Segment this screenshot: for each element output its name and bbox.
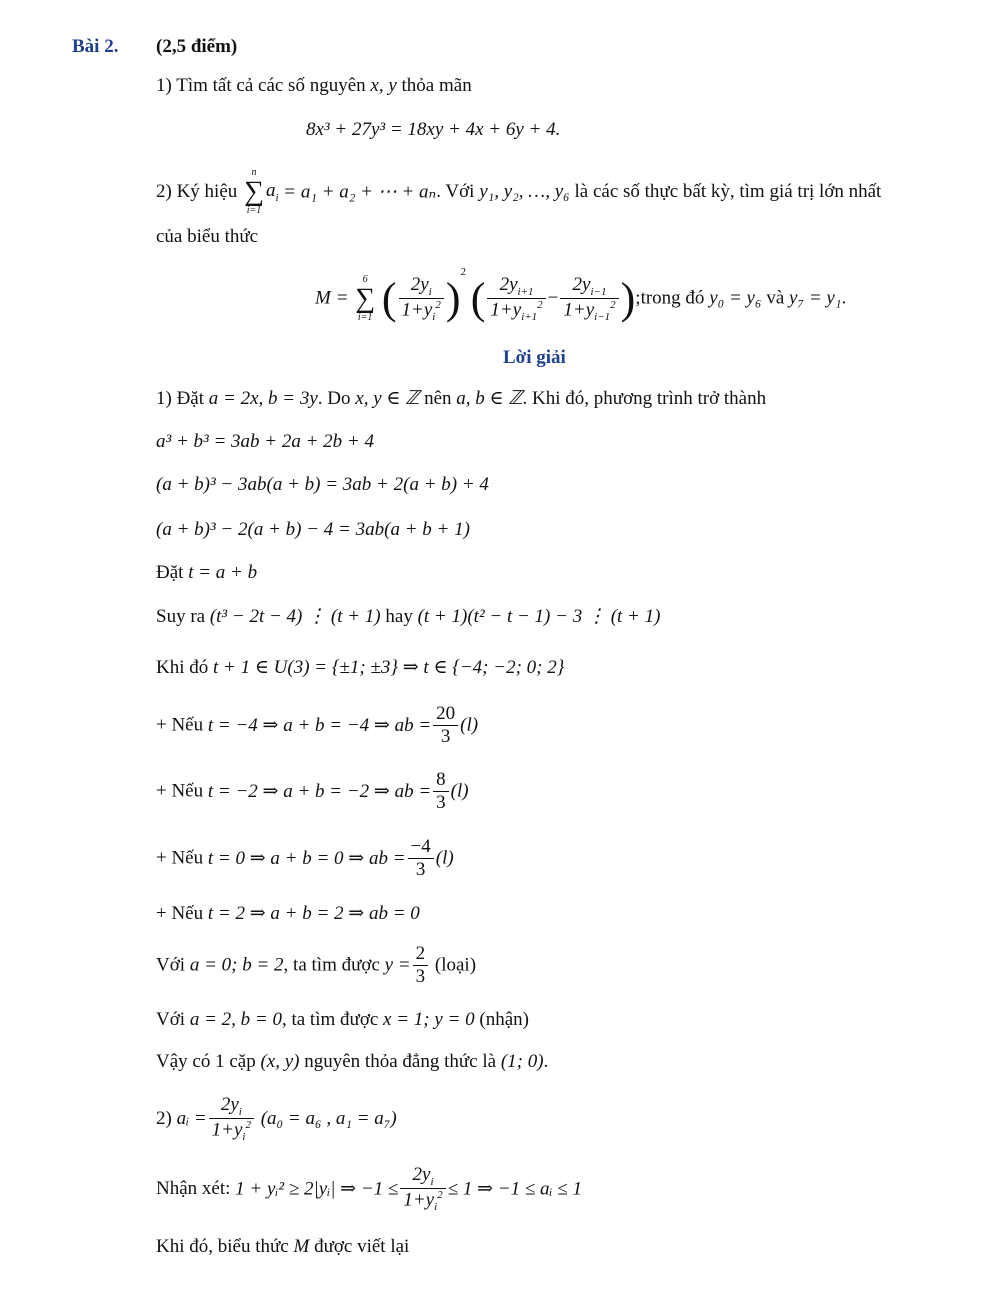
suy-ra-line: Suy ra (t³ − 2t − 4) ⋮ (t + 1) hay (t + 1)(t² − t − 1) − 3 ⋮ (t + 1) [156,606,661,627]
solution-intro: 1) Đặt a = 2x, b = 3y. Do x, y ∈ ℤ nên a, b ∈ ℤ. Khi đó, phương trình trở thành [156,388,767,409]
solution-title: Lời giải [503,347,566,368]
problem-points: (2,5 điểm) [156,36,238,57]
case-3: + Nếu t = 0 ⇒ a + b = 0 ⇒ ab = $\frac{-4}{3}$ (l) [156,836,454,880]
part2-statement: 2) Ký hiệu n ∑ i=1 $a_i = a_1 + a_2$ + ⋯ + aₙ. Với y₁, y₂, …, y₆ là các số thực bất kỳ, tìm giá trị lớn nhất [156,167,882,216]
problem-number: Bài 2. [72,36,119,57]
conclusion-line: Vậy có 1 cặp (x, y) nguyên thỏa đẳng thức là (1; 0). [156,1051,549,1072]
part2-ai-def: 2) aᵢ = $\frac{2y_i}{1+y_i^2}$ (a₀ = a₆ , a₁ = a₇) [156,1094,397,1144]
khi-do-line: Khi đó t + 1 ∈ U(3) = {±1; ±3} ⇒ t ∈ {−4; −2; 0; 2} [156,657,565,678]
equation-2: (a + b)³ − 3ab(a + b) = 3ab + 2(a + b) + 4 [156,474,489,495]
part1-equation: 8x³ + 27y³ = 18xy + 4x + 6y + 4. [306,119,561,140]
equation-1: a³ + b³ = 3ab + 2a + 2b + 4 [156,431,374,452]
with-line-1: Với a = 0; b = 2, ta tìm được y = $\frac{2}{3}$ (loại) [156,943,477,987]
with-line-2: Với a = 2, b = 0, ta tìm được x = 1; y = 0 (nhận) [156,1009,529,1030]
sum-symbol: n ∑ i=1 [244,167,264,216]
remark-line: Nhận xét: 1 + yᵢ² ≥ 2|yᵢ| ⇒ −1 ≤ $\frac{2y_i}{1+y_i^2}$ ≤ 1 ⇒ −1 ≤ aᵢ ≤ 1 [156,1164,582,1214]
case-2: + Nếu t = −2 ⇒ a + b = −2 ⇒ ab = $\frac{8}{3}$ (l) [156,769,469,813]
case-1: + Nếu t = −4 ⇒ a + b = −4 ⇒ ab = $\frac{20}{3}$ (l) [156,703,479,747]
m-formula: M = 6 ∑ i=1 ( $\frac{2y_i}{1+y_i^2}$ )$^2$ ( $\frac{2y_{i+1}}{1+y_{i+1}^2}$ − $\frac{2y_{i-1}}{1+y_{i-1}^2}$ );trong đó y₀ = y₆ và y₇ = y₁. [315,266,847,324]
final-line: Khi đó, biểu thức M được viết lại [156,1236,410,1257]
case-4: + Nếu t = 2 ⇒ a + b = 2 ⇒ ab = 0 [156,903,420,924]
part1-statement: 1) Tìm tất cả các số nguyên x, y thỏa mãn [156,75,472,96]
part2-statement-line2: của biểu thức [156,226,259,247]
equation-3: (a + b)³ − 2(a + b) − 4 = 3ab(a + b + 1) [156,519,470,540]
set-t-line: Đặt t = a + b [156,562,258,583]
